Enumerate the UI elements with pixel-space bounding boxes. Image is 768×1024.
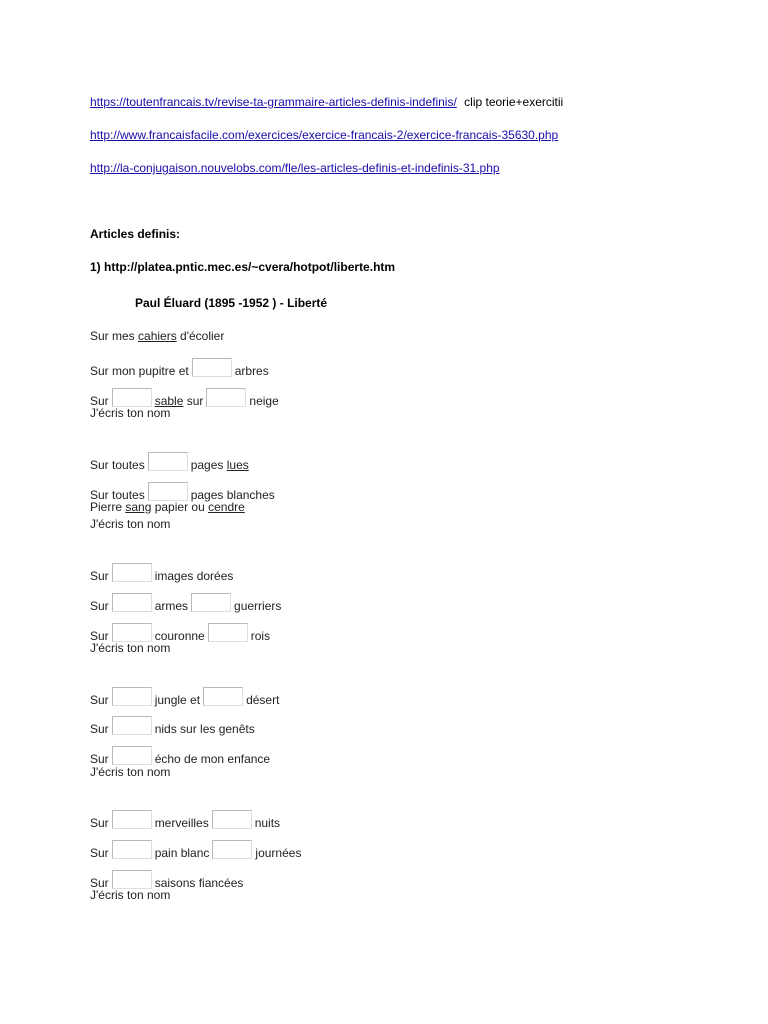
- text: rois: [250, 629, 271, 643]
- text: jungle et: [154, 693, 201, 707]
- text: merveilles: [154, 816, 209, 830]
- text: images dorées: [154, 569, 234, 583]
- text: nids sur les genêts: [154, 722, 255, 736]
- text: Sur: [90, 569, 109, 583]
- poem-line-2: [90, 358, 269, 379]
- text: neige: [249, 394, 279, 408]
- poem-line-11: [90, 716, 255, 737]
- poem-line-4: [90, 452, 249, 473]
- text: journées: [255, 846, 302, 860]
- refrain-5: J'écris ton nom: [90, 888, 171, 902]
- poem-line-7: [90, 563, 233, 584]
- link-toutenfrancais[interactable]: https://toutenfrancais.tv/revise-ta-grammaire-articles-definis-indefinis/: [90, 95, 457, 109]
- underlined-word: lues: [226, 458, 249, 472]
- answer-input[interactable]: [192, 358, 232, 377]
- answer-input[interactable]: [112, 716, 152, 735]
- poem-line-6: [90, 499, 245, 515]
- section-title: Articles definis:: [90, 227, 181, 241]
- refrain-1: J'écris ton nom: [90, 406, 171, 420]
- text: pages blanches: [190, 488, 275, 502]
- poem-line-10: [90, 687, 279, 708]
- answer-input[interactable]: [191, 593, 231, 612]
- answer-input[interactable]: [212, 810, 252, 829]
- poem-title: Paul Éluard (1895 -1952 ) - Liberté: [135, 296, 328, 310]
- text: nuits: [254, 816, 281, 830]
- text: arbres: [234, 364, 269, 378]
- text: papier ou: [151, 500, 209, 514]
- link-nouvelobs[interactable]: http://la-conjugaison.nouvelobs.com/fle/les-articles-definis-et-indefinis-31.php: [90, 161, 500, 175]
- refrain-3: J'écris ton nom: [90, 641, 171, 655]
- link-line-3: [90, 160, 500, 176]
- answer-input[interactable]: [208, 623, 248, 642]
- poem-line-13: [90, 810, 280, 831]
- text: armes: [154, 599, 189, 613]
- text: Sur: [90, 394, 109, 408]
- text: Sur: [90, 693, 109, 707]
- text: Sur: [90, 629, 109, 643]
- text: Sur: [90, 722, 109, 736]
- answer-input[interactable]: [112, 687, 152, 706]
- text: Sur toutes: [90, 488, 145, 502]
- answer-input[interactable]: [112, 746, 152, 765]
- text: couronne: [154, 629, 205, 643]
- answer-input[interactable]: [112, 593, 152, 612]
- text: pain blanc: [154, 846, 210, 860]
- poem-line-1: [90, 328, 224, 344]
- underlined-word: sable: [154, 394, 184, 408]
- text: Sur: [90, 752, 109, 766]
- text: Pierre: [90, 500, 126, 514]
- text: Sur: [90, 876, 109, 890]
- underlined-word: cahiers: [138, 329, 177, 343]
- text: pages: [190, 458, 227, 472]
- refrain-2: J'écris ton nom: [90, 517, 171, 531]
- text: désert: [246, 693, 280, 707]
- link-line-1: [90, 94, 563, 110]
- text: Sur: [90, 599, 109, 613]
- answer-input[interactable]: [112, 563, 152, 582]
- exercise-ref: 1) http://platea.pntic.mec.es/~cvera/hotpot/liberte.htm: [90, 260, 396, 274]
- poem-line-8: [90, 593, 281, 614]
- answer-input[interactable]: [112, 840, 152, 859]
- text: sur: [186, 394, 204, 408]
- poem-line-14: [90, 840, 301, 861]
- text: Sur: [90, 816, 109, 830]
- text: Sur mon pupitre et: [90, 364, 189, 378]
- text: guerriers: [234, 599, 282, 613]
- text: d'écolier: [176, 329, 225, 343]
- text: écho de mon enfance: [154, 752, 271, 766]
- text: saisons fiancées: [154, 876, 244, 890]
- link-francaisfacile[interactable]: http://www.francaisfacile.com/exercices/exercice-francais-2/exercice-francais-35630.php: [90, 128, 559, 142]
- answer-input[interactable]: [206, 388, 246, 407]
- answer-input[interactable]: [203, 687, 243, 706]
- answer-input[interactable]: [212, 840, 252, 859]
- text: Sur toutes: [90, 458, 145, 472]
- answer-input[interactable]: [112, 810, 152, 829]
- refrain-4: J'écris ton nom: [90, 765, 171, 779]
- underlined-word: cendre: [208, 500, 245, 514]
- answer-input[interactable]: [148, 452, 188, 471]
- link-note: clip teorie+exercitii: [464, 95, 564, 109]
- underlined-word: sang: [125, 500, 152, 514]
- text: Sur mes: [90, 329, 139, 343]
- text: Sur: [90, 846, 109, 860]
- link-line-2: [90, 127, 558, 143]
